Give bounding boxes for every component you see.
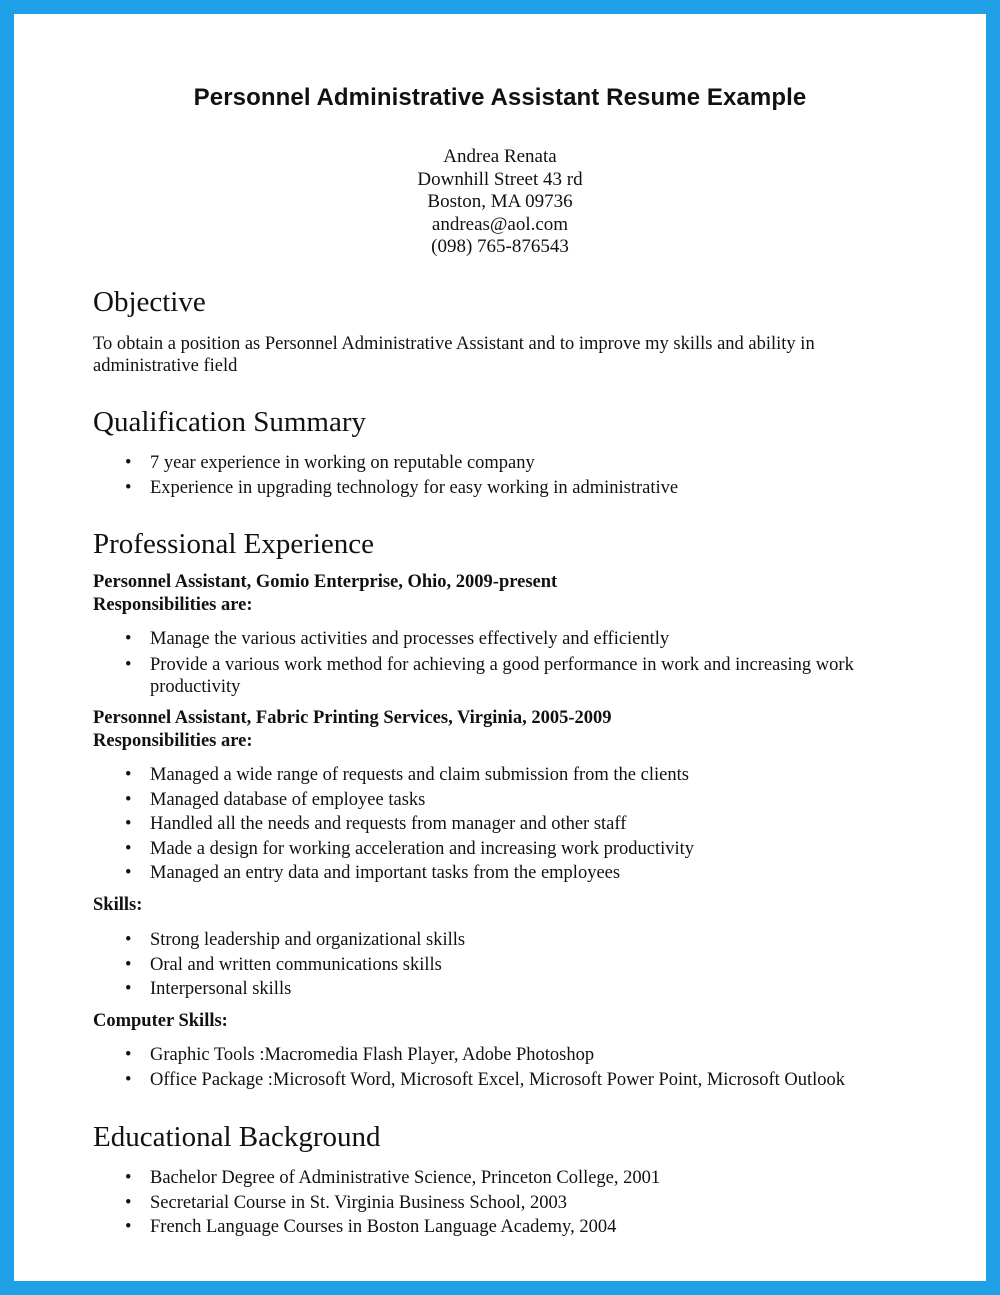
list-item: • Manage the various activities and processes effectively and efficiently: [93, 627, 893, 652]
list-item: • Graphic Tools :Macromedia Flash Player, Adobe Photoshop: [93, 1043, 893, 1068]
list-item: • French Language Courses in Boston Language Academy, 2004: [93, 1215, 893, 1240]
computer-skills-list: [93, 1043, 893, 1092]
contact-block: [14, 146, 986, 259]
bullet-icon: •: [125, 838, 132, 859]
list-item: • Secretarial Course in St. Virginia Business School, 2003: [93, 1191, 893, 1216]
list-item: • Strong leadership and organizational skills: [93, 928, 893, 953]
contact-city: Boston, MA 09736: [427, 191, 573, 212]
qualification-list: [93, 451, 893, 500]
skills-label: Skills:: [93, 895, 143, 915]
responsibilities-label: Responsibilities are:: [93, 595, 253, 615]
list-item: • Handled all the needs and requests from manager and other staff: [93, 812, 893, 837]
list-item: • Managed a wide range of requests and claim submission from the clients: [93, 763, 893, 788]
list-item: • Made a design for working acceleration and increasing work productivity: [93, 837, 893, 862]
bullet-icon: •: [125, 654, 132, 675]
list-item: • 7 year experience in working on reputable company: [93, 451, 893, 476]
bullet-icon: •: [125, 814, 132, 834]
bullet-icon: •: [125, 1192, 132, 1213]
bullet-icon: •: [125, 930, 132, 950]
experience-heading: Professional Experience: [93, 528, 375, 560]
objective-heading: Objective: [93, 286, 206, 318]
bullet-icon: •: [125, 863, 132, 883]
bullet-icon: •: [125, 629, 132, 649]
job-title: Personnel Assistant, Gomio Enterprise, Ohio, 2009-present: [93, 572, 558, 592]
bullet-icon: •: [125, 789, 132, 810]
bullet-icon: •: [125, 1069, 132, 1090]
list-item: • Provide a various work method for achieving a good performance in work and increasing work productivity: [125, 654, 854, 697]
document-title: Personnel Administrative Assistant Resume Example: [193, 84, 807, 111]
qualification-heading: Qualification Summary: [93, 406, 367, 438]
bullet-icon: •: [125, 765, 132, 785]
bullet-icon: •: [125, 1217, 132, 1237]
bullet-icon: •: [125, 477, 132, 498]
responsibilities-label: Responsibilities are:: [93, 731, 253, 751]
list-item: • Managed an entry data and important tasks from the employees: [93, 861, 893, 886]
contact-street: Downhill Street 43 rd: [417, 168, 583, 190]
job-title: Personnel Assistant, Fabric Printing Services, Virginia, 2005-2009: [93, 708, 612, 728]
education-list: [93, 1166, 893, 1240]
job-responsibilities-list: [93, 763, 893, 886]
list-item: • Experience in upgrading technology for easy working in administrative: [93, 476, 893, 501]
bullet-icon: •: [125, 453, 132, 473]
skills-list: [93, 928, 893, 1002]
resume-page: [14, 14, 986, 1281]
contact-phone: (098) 765-876543: [431, 236, 569, 257]
contact-name: Andrea Renata: [443, 146, 557, 167]
list-item: • Oral and written communications skills: [93, 953, 893, 978]
contact-email: andreas@aol.com: [431, 213, 569, 235]
list-item: • Managed database of employee tasks: [93, 788, 893, 813]
bullet-icon: •: [125, 954, 132, 975]
list-item: • Office Package :Microsoft Word, Microsoft Excel, Microsoft Power Point, Microsoft Outlook: [93, 1068, 893, 1093]
education-heading: Educational Background: [93, 1121, 381, 1153]
bullet-icon: •: [125, 1045, 132, 1065]
computer-skills-label: Computer Skills:: [93, 1011, 228, 1031]
list-item: • Interpersonal skills: [93, 977, 893, 1002]
bullet-icon: •: [125, 1168, 132, 1188]
job-responsibilities-list: [93, 627, 893, 698]
bullet-icon: •: [125, 979, 132, 999]
list-item: • Bachelor Degree of Administrative Science, Princeton College, 2001: [93, 1166, 893, 1191]
objective-text: To obtain a position as Personnel Administrative Assistant and to improve my skills and ability in administrative field: [93, 334, 815, 376]
